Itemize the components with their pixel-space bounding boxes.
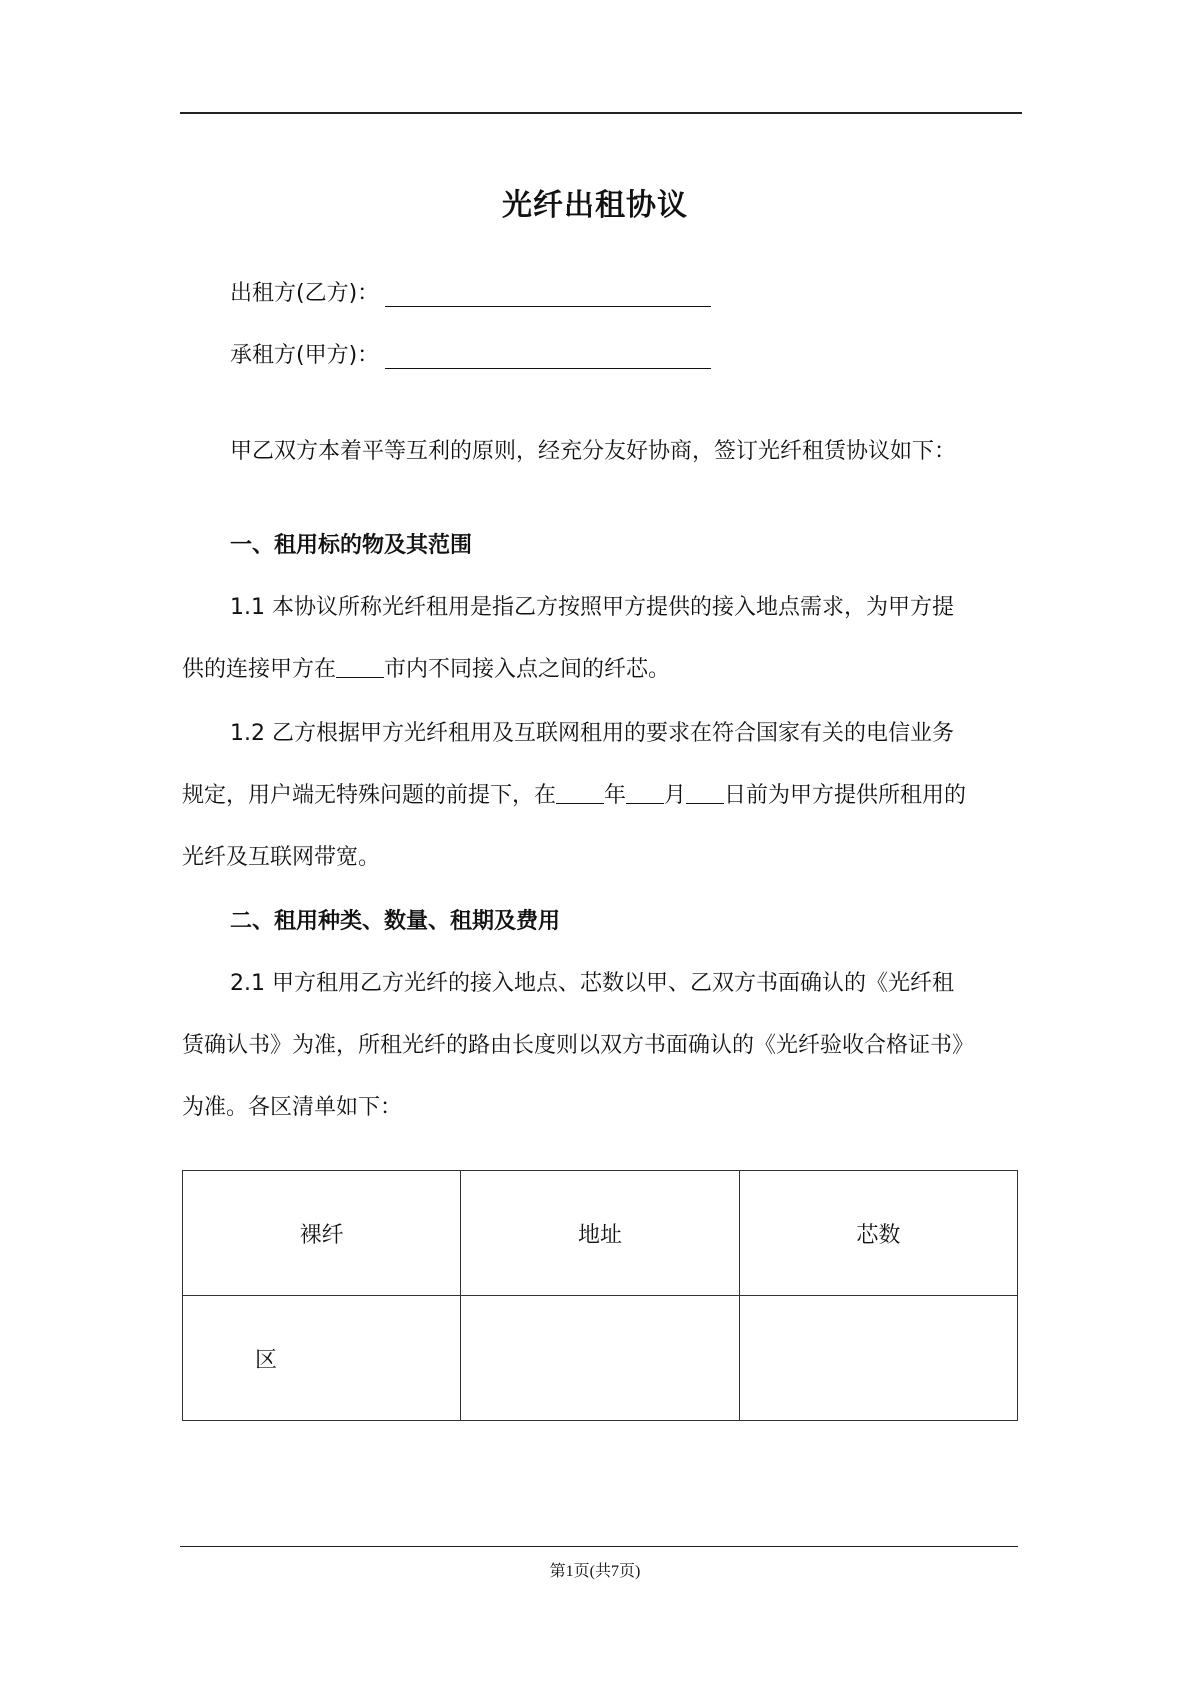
document-title: 光纤出租协议 bbox=[502, 188, 688, 223]
table-row bbox=[183, 1296, 1018, 1421]
header-rule bbox=[180, 112, 1022, 114]
clause-2-1-line2: 赁确认书》为准，所租光纤的路由长度则以双方书面确认的《光纤验收合格证书》 bbox=[182, 1033, 975, 1058]
section2-heading: 二、租用种类、数量、租期及费用 bbox=[230, 909, 561, 934]
year-blank[interactable] bbox=[556, 783, 604, 804]
clause-1-2-text-b: 日前为甲方提供所租用的 bbox=[724, 783, 967, 808]
city-blank[interactable] bbox=[336, 657, 384, 678]
header-fiber: 裸纤 bbox=[183, 1171, 461, 1296]
address-cell[interactable] bbox=[461, 1296, 739, 1421]
clause-1-1-text-b: 市内不同接入点之间的纤芯。 bbox=[384, 657, 671, 682]
header-cores: 芯数 bbox=[739, 1171, 1017, 1296]
year-label: 年 bbox=[604, 783, 627, 808]
page-number: 第1页(共7页) bbox=[549, 1563, 641, 1580]
lessor-label: 出租方(乙方)： bbox=[230, 281, 380, 306]
lessor-line bbox=[230, 276, 711, 307]
clause-1-2-text-a: 规定，用户端无特殊问题的前提下，在 bbox=[182, 783, 557, 808]
district-cell: 区 bbox=[183, 1296, 461, 1421]
lessee-line bbox=[230, 338, 711, 369]
month-blank[interactable] bbox=[626, 783, 664, 804]
month-label: 月 bbox=[664, 783, 687, 808]
clause-2-1-line1: 2.1 甲方租用乙方光纤的接入地点、芯数以甲、乙双方书面确认的《光纤租 bbox=[230, 971, 954, 996]
clause-1-2-line2 bbox=[182, 778, 966, 809]
clause-1-1-text-a: 供的连接甲方在 bbox=[182, 657, 337, 682]
lessee-blank[interactable] bbox=[385, 346, 711, 369]
table-header-row bbox=[183, 1171, 1018, 1296]
clause-1-1-line2 bbox=[182, 652, 670, 683]
clause-1-2-line1: 1.2 乙方根据甲方光纤租用及互联网租用的要求在符合国家有关的电信业务 bbox=[230, 721, 954, 746]
intro-paragraph: 甲乙双方本着平等互利的原则，经充分友好协商，签订光纤租赁协议如下： bbox=[230, 439, 957, 464]
clause-1-1-line1: 1.1 本协议所称光纤租用是指乙方按照甲方提供的接入地点需求，为甲方提 bbox=[230, 595, 954, 620]
clause-2-1-line3: 为准。各区清单如下： bbox=[182, 1095, 403, 1120]
lessee-label: 承租方(甲方)： bbox=[230, 343, 380, 368]
district-list-table bbox=[182, 1170, 1018, 1421]
header-address: 地址 bbox=[461, 1171, 739, 1296]
section1-heading: 一、租用标的物及其范围 bbox=[230, 533, 473, 558]
day-blank[interactable] bbox=[686, 783, 724, 804]
clause-1-2-line3: 光纤及互联网带宽。 bbox=[182, 845, 381, 870]
lessor-blank[interactable] bbox=[385, 284, 711, 307]
cores-cell[interactable] bbox=[739, 1296, 1017, 1421]
footer-rule bbox=[180, 1546, 1018, 1547]
